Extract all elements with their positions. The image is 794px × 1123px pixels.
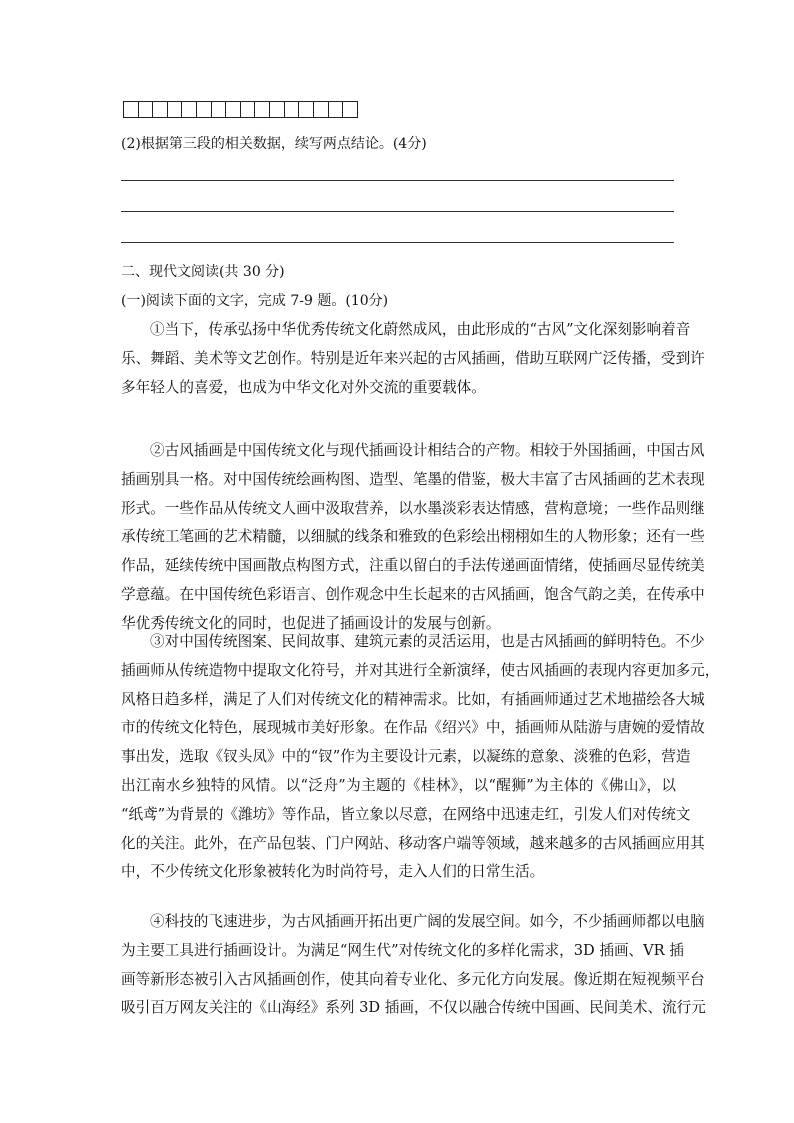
paragraph-line: 出江南水乡独特的风情。以“泛舟”为主题的《桂林》，以“醒狮”为主体的《佛山》，以 [121,776,676,794]
paragraph-3 [121,628,720,887]
answer-grid-cell[interactable] [298,101,314,118]
answer-grid-cell[interactable] [123,101,139,118]
answer-grid-cell[interactable] [138,101,154,118]
question-2: (2)根据第三段的相关数据，续写两点结论。(4分) [121,136,427,152]
paragraph-line: 风格日趋多样，满足了人们对传统文化的精神需求。比如，有插画师通过艺术地描绘各大城 [121,690,705,708]
paragraph-line: 形式。一些作品从传统文人画中汲取营养，以水墨淡彩表达情感，营构意境；一些作品则继 [121,499,705,517]
answer-line-2[interactable] [121,211,674,212]
answer-grid-cell[interactable] [225,101,241,118]
answer-grid-cell[interactable] [240,101,256,118]
answer-grid-cell[interactable] [196,101,212,118]
paragraph-line: 事出发，选取《钗头凤》中的“钗”作为主要设计元素，以凝练的意象、淡雅的色彩，营造 [121,748,691,766]
paragraph-line: 乐、舞蹈、美术等文艺创作。特别是近年来兴起的古风插画，借助互联网广泛传播，受到许 [121,349,705,367]
paragraph-line: 市的传统文化特色，展现城市美好形象。在作品《绍兴》中，插画师从陆游与唐婉的爱情故 [121,719,705,737]
answer-grid-cell[interactable] [284,101,300,118]
paragraph-line: 华优秀传统文化的同时，也促进了插画设计的发展与创新。 [121,614,501,632]
paragraph-line: 插画别具一格。对中国传统绘画构图、造型、笔墨的借鉴，极大丰富了古风插画的艺术表现 [121,470,705,488]
paragraph-line: 中，不少传统文化形象被转化为时尚符号，走入人们的日常生活。 [121,863,545,881]
answer-grid[interactable] [123,101,357,118]
paragraph-line: ①当下，传承弘扬中华优秀传统文化蔚然成风，由此形成的“古风”文化深刻影响着音 [150,321,691,338]
section-title: 二、现代文阅读(共 30 分) [121,264,285,280]
paragraph-line: 画等新形态被引入古风插画创作，使其向着专业化、多元化方向发展。像近期在短视频平台 [121,970,705,988]
paragraph-line: 学意蕴。在中国传统色彩语言、创作观念中生长起来的古风插画，饱含气韵之美，在传承中 [121,585,705,603]
answer-line-1[interactable] [121,180,674,181]
paragraph-line: 为主要工具进行插画设计。为满足“网生代”对传统文化的多样化需求，3D 插画、VR 插 [121,941,684,959]
answer-grid-cell[interactable] [181,101,197,118]
paragraph-2 [121,437,705,639]
answer-line-3[interactable] [121,242,674,243]
paragraph-1 [121,316,705,402]
answer-grid-cell[interactable] [211,101,227,118]
paragraph-line: 承传统工笔画的艺术精髓，以细腻的线条和雅致的色彩绘出栩栩如生的人物形象；还有一些 [121,528,705,546]
paragraph-line: 吸引百万网友关注的《山海经》系列 3D 插画，不仅以融合传统中国画、民间美术、流行元 [121,999,706,1017]
paragraph-line: 作品，延续传统中国画散点构图方式，注重以留白的手法传递画面情绪，使插画尽显传统美 [121,557,705,575]
paragraph-line: 化的关注。此外，在产品包装、门户网站、移动客户端等领域，越来越多的古风插画应用其 [121,834,705,852]
paragraph-4 [121,908,706,1023]
answer-grid-cell[interactable] [254,101,270,118]
paragraph-line: ②古风插画是中国传统文化与现代插画设计相结合的产物。相较于外国插画，中国古风 [150,442,705,459]
paragraph-line: ③对中国传统图案、民间故事、建筑元素的灵活运用，也是古风插画的鲜明特色。不少 [150,633,705,650]
answer-grid-cell[interactable] [313,101,329,118]
subsection-title: (一)阅读下面的文字，完成 7-9 题。(10分) [121,293,389,309]
answer-grid-cell[interactable] [269,101,285,118]
paragraph-line: “纸鸢”为背景的《潍坊》等作品，皆立象以尽意，在网络中迅速走红，引发人们对传统文 [121,805,691,823]
paragraph-line: 插画师从传统造物中提取文化符号，并对其进行全新演绎，使古风插画的表现内容更加多元， [121,661,720,679]
answer-grid-cell[interactable] [167,101,183,118]
answer-grid-cell[interactable] [342,101,358,118]
paragraph-line: ④科技的飞速进步，为古风插画开拓出更广阔的发展空间。如今，不少插画师都以电脑 [150,913,705,930]
paragraph-line: 多年轻人的喜爱，也成为中华文化对外交流的重要载体。 [121,378,486,396]
answer-grid-cell[interactable] [152,101,168,118]
answer-grid-cell[interactable] [328,101,344,118]
